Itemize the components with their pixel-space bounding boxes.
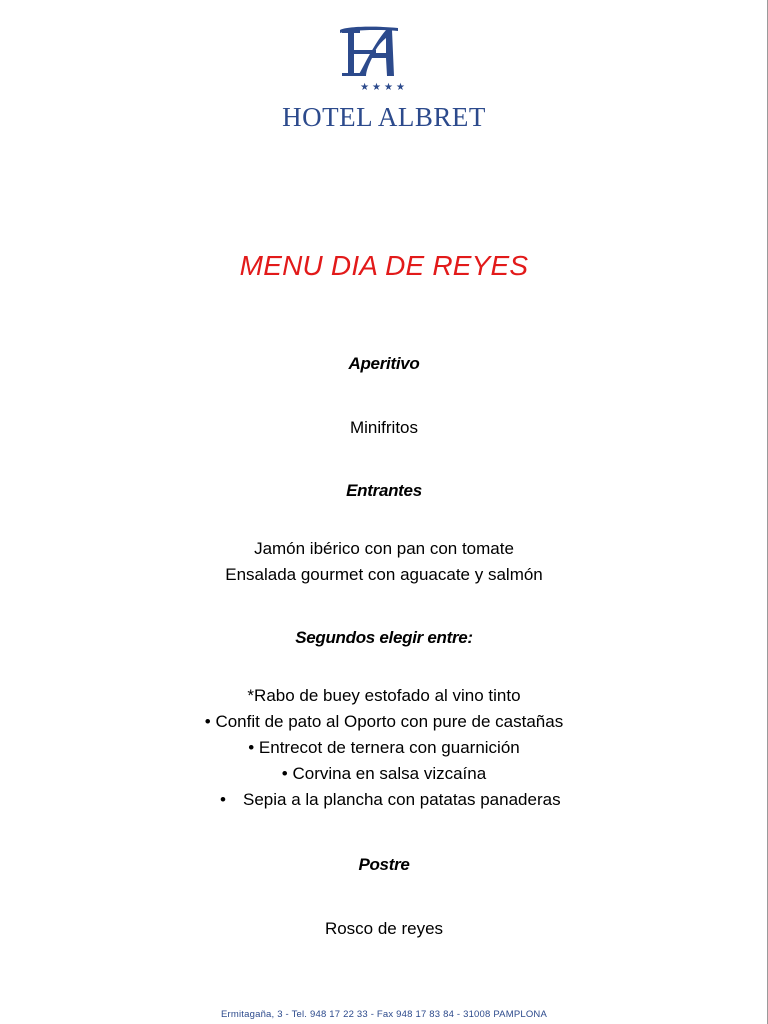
- segundos-list: [0, 683, 768, 813]
- segundos-item: • Entrecot de ternera con guarnición: [248, 738, 520, 757]
- entrantes-item: Ensalada gourmet con aguacate y salmón: [225, 565, 543, 584]
- bullet-icon: •: [220, 790, 226, 809]
- aperitivo-item: Minifritos: [349, 418, 418, 437]
- hotel-logo-graphic: [274, 22, 494, 134]
- section-heading-postre: Postre: [358, 855, 410, 874]
- segundos-item: *Rabo de buey estofado al vino tinto: [247, 686, 521, 705]
- segundos-item: • Confit de pato al Oporto con pure de castañas: [204, 712, 564, 731]
- segundos-item: • Corvina en salsa vizcaína: [281, 764, 487, 783]
- stars-icon: ★★★★: [360, 82, 408, 93]
- section-heading-segundos: Segundos elegir entre:: [295, 628, 473, 647]
- postre-item: Rosco de reyes: [324, 919, 444, 938]
- section-heading-aperitivo: Aperitivo: [348, 354, 420, 373]
- hotel-name: HOTEL ALBRET: [282, 102, 486, 132]
- entrantes-item: Jamón ibérico con pan con tomate: [254, 539, 514, 558]
- section-heading-entrantes: Entrantes: [346, 481, 422, 500]
- footer-address: Ermitagaña, 3 - Tel. 948 17 22 33 - Fax 948 17 83 84 - 31008 PAMPLONA: [220, 1009, 548, 1020]
- hotel-logo: [0, 22, 768, 137]
- segundos-item-text: Sepia a la plancha con patatas panaderas: [243, 790, 561, 809]
- menu-title: MENU DIA DE REYES: [239, 250, 529, 281]
- segundos-item: [0, 787, 768, 813]
